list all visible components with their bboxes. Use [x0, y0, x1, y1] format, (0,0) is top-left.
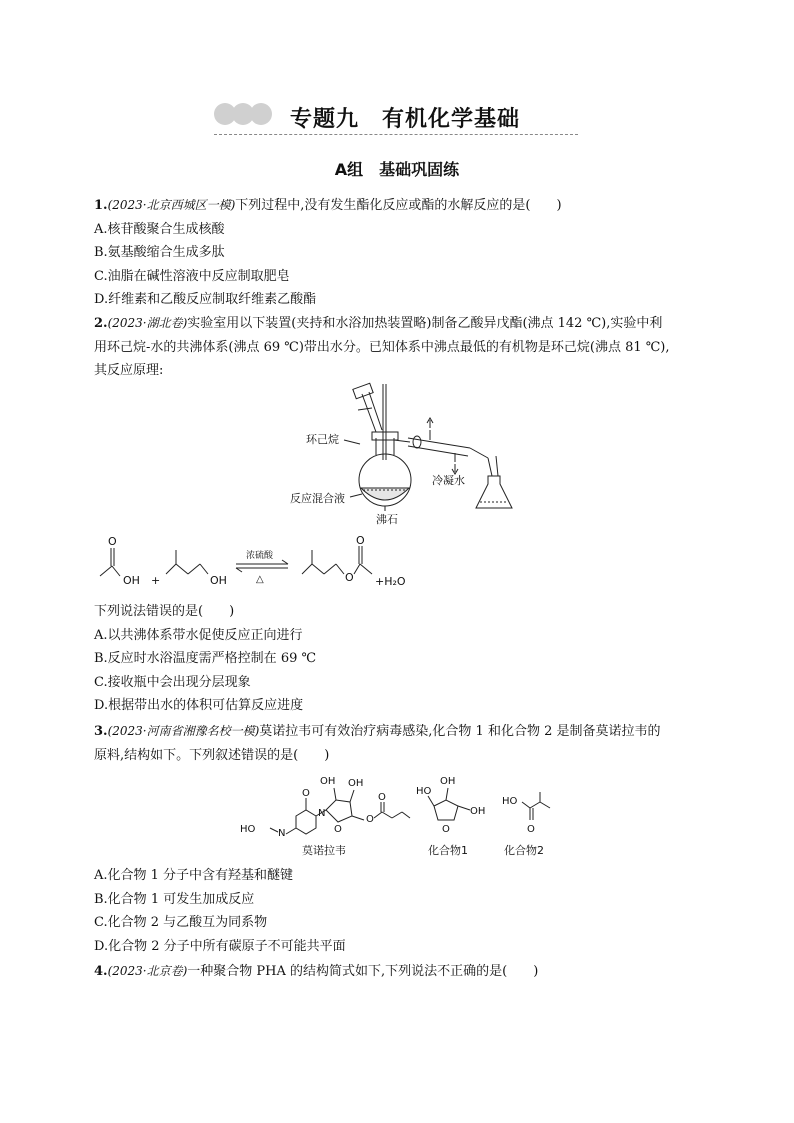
- atom-oh: OH: [123, 574, 140, 587]
- atom-o: O: [302, 788, 310, 799]
- chapter-header: [214, 100, 578, 135]
- heat-symbol: △: [256, 574, 264, 585]
- label-cooling-water: 冷凝水: [432, 474, 465, 487]
- chapter-title: 专题九 有机化学基础: [290, 107, 521, 132]
- question-number: 3.: [94, 724, 108, 739]
- atom-o: O: [527, 824, 535, 835]
- atom-o: O: [345, 571, 354, 584]
- atom-n: N: [278, 828, 286, 839]
- question-stem: 下列过程中,没有发生酯化反应或酯的水解反应的是( ): [235, 198, 562, 213]
- atom-o: O: [442, 824, 450, 835]
- label-boiling-chip: 沸石: [376, 513, 398, 525]
- atom-ho: HO: [502, 796, 518, 807]
- atom-o: O: [108, 535, 117, 548]
- atom-oh: OH: [210, 574, 227, 587]
- question-stem: 莫诺拉韦可有效治疗病毒感染,化合物 1 和化合物 2 是制备莫诺拉韦的: [259, 724, 661, 739]
- option-b: B.化合物 1 可发生加成反应: [94, 891, 255, 907]
- question-number: 1.: [94, 198, 108, 213]
- label-reaction-mixture: 反应混合液: [290, 492, 345, 505]
- atom-oh: OH: [470, 806, 486, 817]
- option-c: C.接收瓶中会出现分层现象: [94, 674, 251, 690]
- question-stem-cont: 用环己烷-水的共沸体系(沸点 69 ℃)带出水分。已知体系中沸点最低的有机物是环己烷(沸点 81 ℃),: [94, 339, 670, 355]
- option-d: D.纤维素和乙酸反应制取纤维素乙酸酯: [94, 292, 317, 307]
- atom-ho: HO: [416, 786, 432, 797]
- option-a: A.以共沸体系带水促使反应正向进行: [94, 627, 303, 643]
- option-a: A.核苷酸聚合生成核酸: [94, 221, 225, 237]
- option-c: C.油脂在碱性溶液中反应制取肥皂: [94, 268, 290, 284]
- header-decoration: [214, 103, 268, 129]
- question-prompt: 下列说法错误的是( ): [94, 604, 235, 619]
- water-product: +H₂O: [375, 575, 406, 588]
- question-3-options: [94, 864, 714, 958]
- question-source: (2023·湖北卷): [107, 316, 188, 330]
- option-c: C.化合物 2 与乙酸互为同系物: [94, 915, 268, 930]
- question-3: [94, 720, 714, 767]
- question-source: (2023·河南省湘豫名校一模): [107, 724, 260, 738]
- label-compound2: 化合物2: [504, 844, 544, 857]
- question-stem-cont: 原料,结构如下。下列叙述错误的是( ): [94, 747, 330, 763]
- question-2: [94, 312, 714, 383]
- reaction-scheme: [96, 534, 426, 596]
- structures-figure: [240, 770, 560, 858]
- option-b: B.反应时水浴温度需严格控制在 69 ℃: [94, 651, 317, 666]
- question-4: [94, 960, 714, 984]
- atom-o: O: [334, 824, 342, 835]
- question-source: (2023·北京卷): [107, 964, 188, 978]
- plus-sign: +: [151, 574, 161, 587]
- question-source: (2023·北京西城区一模): [107, 198, 236, 212]
- label-cyclohexane: 环己烷: [306, 433, 339, 446]
- question-stem: 一种聚合物 PHA 的结构简式如下,下列说法不正确的是( ): [187, 964, 539, 979]
- label-molnupiravir: 莫诺拉韦: [302, 844, 346, 857]
- question-stem: 实验室用以下装置(夹持和水浴加热装置略)制备乙酸异戊酯(沸点 142 ℃),实验中利: [187, 316, 663, 331]
- atom-n: N: [318, 808, 326, 819]
- atom-o: O: [378, 792, 386, 803]
- option-d: D.根据带出水的体积可估算反应进度: [94, 698, 304, 713]
- atom-oh: OH: [440, 776, 456, 787]
- option-b: B.氨基酸缩合生成多肽: [94, 245, 225, 260]
- atom-oh: OH: [320, 776, 336, 787]
- atom-ho: HO: [240, 824, 256, 835]
- atom-oh: OH: [348, 778, 364, 789]
- question-2-options: [94, 600, 714, 718]
- apparatus-figure: [290, 380, 530, 525]
- question-stem-cont: 其反应原理:: [94, 363, 164, 378]
- question-number: 4.: [94, 964, 108, 979]
- option-a: A.化合物 1 分子中含有羟基和醚键: [94, 868, 294, 883]
- catalyst-label: 浓硫酸: [246, 551, 274, 561]
- label-compound1: 化合物1: [428, 844, 468, 857]
- question-number: 2.: [94, 316, 108, 331]
- group-title: A组 基础巩固练: [334, 160, 460, 179]
- question-1: [94, 194, 714, 312]
- atom-o: O: [356, 534, 365, 547]
- option-d: D.化合物 2 分子中所有碳原子不可能共平面: [94, 938, 346, 954]
- atom-o: O: [366, 814, 374, 825]
